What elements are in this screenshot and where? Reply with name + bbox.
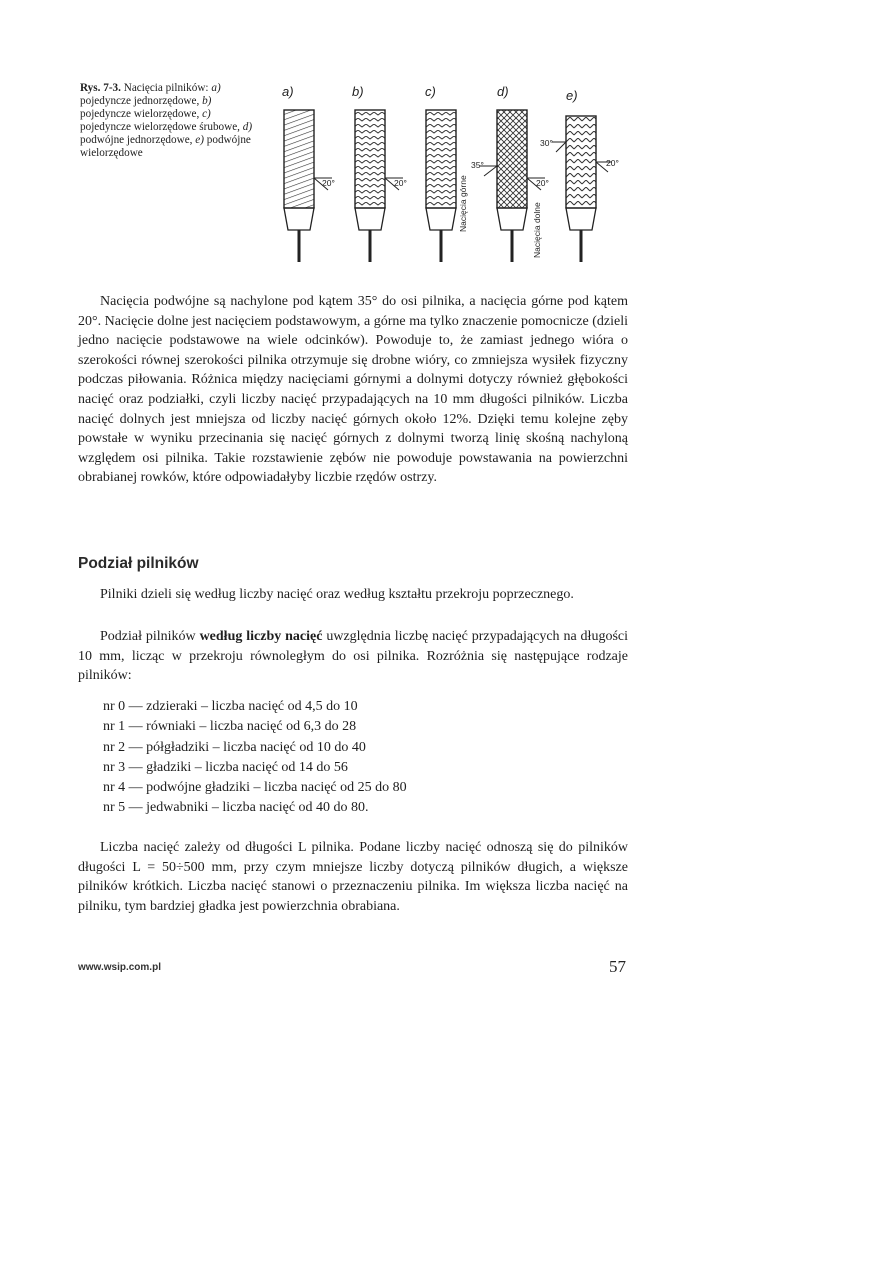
paragraph-length	[78, 838, 628, 916]
caption-item-letter: c)	[202, 108, 211, 120]
caption-item-letter: d)	[242, 121, 253, 133]
file-e-drawing	[540, 116, 619, 262]
label-upper-cuts: Nacięcia górne	[458, 175, 468, 232]
list-item: nr 4 — podwójne gładziki – liczba nacięć od 25 do 80	[103, 780, 407, 796]
angle-label-30: 30°	[540, 138, 553, 148]
list-item: nr 1 — równiaki – liczba nacięć od 6,3 do 28	[103, 719, 357, 735]
caption-item-letter: b)	[202, 95, 212, 107]
paragraph-text	[78, 627, 628, 686]
paragraph-cuts-angles	[78, 292, 628, 488]
file-b-drawing	[355, 110, 407, 262]
caption-item-text: pojedyncze jednorzędowe,	[80, 95, 200, 107]
publisher-url: www.wsip.com.pl	[78, 962, 161, 973]
file-a-drawing	[284, 110, 335, 262]
paragraph-by-cuts	[78, 627, 628, 686]
list-item: nr 0 — zdzieraki – liczba nacięć od 4,5 do 10	[103, 699, 358, 714]
file-cuts-diagram	[270, 82, 625, 272]
figure-letter-d: d)	[497, 84, 509, 99]
bold-term: według liczby nacięć	[199, 629, 323, 644]
caption-item-text: pojedyncze wielorzędowe śrubowe,	[80, 121, 240, 133]
section-heading: Podział pilników	[78, 555, 199, 572]
paragraph-text: Nacięcia podwójne są nachylone pod kątem 35° do osi pilnika, a nacięcia górne pod kątem 20°. Nacięcie dolne jest nacięciem podstawowym, a górne ma tylko znaczenie pomocnicze (dzieli jedno nacięcie podstawowe na wiele odcinków). Powoduje to, że zamiast jednego wióra o szerokości równej szerokości pilnika otrzymuje się drobne wióry, co zmniejsza wysiłek fizyczny podczas piłowania. Różnica między nacięciami górnymi a dolnymi dotyczy również głębokości nacięć oraz podziałki, czyli liczby nacięć przypadających na 10 mm długości pilników. Liczba nacięć dolnych jest mniejsza od liczby nacięć górnych około 12%. Dzięki temu kolejne zęby powstałe w wyniku przecinania się nacięć górnych z dolnymi tworzą linię skośną nachyloną względem osi pilnika. Takie rozstawienie zębów nie powoduje powstawania na powierzchni obrabianej rowków, które odpowiadałyby liczbie rzędów ostrzy.	[78, 294, 628, 486]
caption-title: Nacięcia pilników:	[123, 82, 209, 94]
angle-label-20: 20°	[322, 178, 335, 188]
caption-item-letter: e)	[195, 134, 204, 146]
paragraph-classification	[78, 585, 628, 605]
angle-label-35: 35°	[471, 160, 484, 170]
caption-item-letter: a)	[211, 82, 221, 94]
figure-letter-e: e)	[566, 88, 578, 103]
paragraph-text: Pilniki dzieli się według liczby nacięć oraz według kształtu przekroju poprzecznego.	[100, 587, 574, 602]
list-item: nr 3 — gładziki – liczba nacięć od 14 do 56	[103, 759, 348, 775]
figure-letter-c: c)	[425, 84, 436, 99]
file-c-drawing	[426, 110, 468, 262]
figure-letter-a: a)	[282, 84, 294, 99]
angle-label-20: 20°	[394, 178, 407, 188]
angle-label-20: 20°	[536, 178, 549, 188]
figure-letter-b: b)	[352, 84, 364, 99]
angle-label-20: 20°	[606, 158, 619, 168]
paragraph-text: Liczba nacięć zależy od długości L pilnika. Podane liczby nacięć odnoszą się do pilników długości L = 50÷500 mm, przy czym mniejsze liczby dotyczą pilników długich, a większe pilników krótkich. Liczba nacięć stanowi o przeznaczeniu pilnika. Im większa liczba nacięć na pilniku, tym bardziej gładka jest powierzchnia obrabiana.	[78, 840, 628, 914]
caption-item-text: podwójne jednorzędowe,	[80, 134, 193, 146]
caption-item-text: podwójne wielorzędowe	[80, 134, 251, 159]
list-item: nr 2 — półgładziki – liczba nacięć od 10 do 40	[103, 739, 366, 755]
file-d-drawing	[471, 110, 549, 262]
label-lower-cuts: Nacięcia dolne	[532, 202, 542, 258]
paragraph-text-part: uwzględnia liczbę nacięć przypadających na długości 10 mm, licząc w przekroju równoległym do osi pilnika. Rozróżnia się następujące rodzaje pilników:	[78, 629, 628, 684]
paragraph-text-part: Podział pilników	[100, 629, 200, 644]
caption-item-text: pojedyncze wielorzędowe,	[80, 108, 200, 120]
file-cuts-figure	[270, 82, 625, 272]
page-number: 57	[609, 957, 626, 976]
caption-label: Rys. 7-3.	[80, 82, 121, 94]
list-item: nr 5 — jedwabniki – liczba nacięć od 40 do 80.	[103, 800, 369, 816]
figure-caption	[80, 82, 258, 160]
file-types-list	[103, 697, 407, 819]
